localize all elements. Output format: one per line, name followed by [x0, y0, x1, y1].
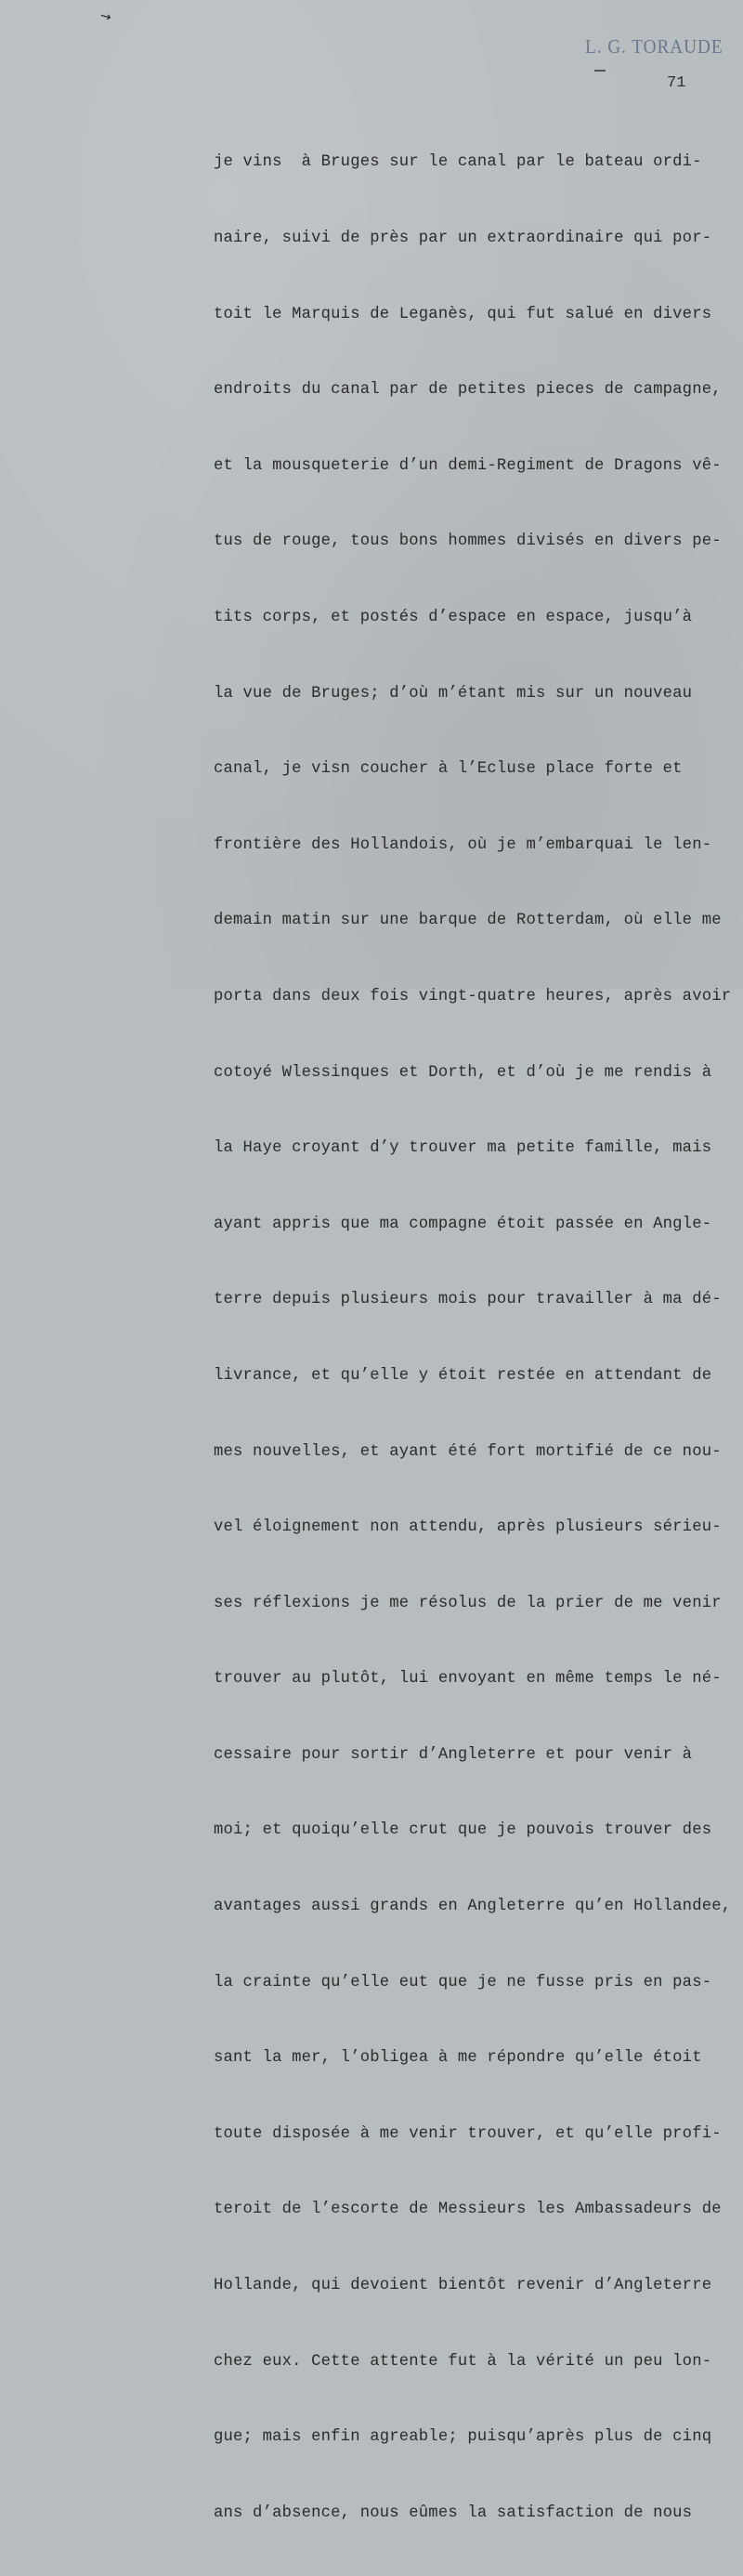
text-line: canal, je visn coucher à l’Ecluse place forte et [214, 760, 683, 779]
text-line: cotoyé Wlessinques et Dorth, et d’où je me rendis à [214, 1063, 712, 1082]
text-line: tus de rouge, tous bons hommes divisés en divers pe- [214, 532, 722, 551]
text-line: frontière des Hollandois, où je m’embarquai le len- [214, 835, 712, 854]
text-line: porta dans deux fois vingt-quatre heures, après avoir [214, 987, 732, 1005]
text-line: cessaire pour sortir d’Angleterre et pour venir à [214, 1745, 693, 1764]
text-line: la Haye croyant d’y trouver ma petite famille, mais [214, 1139, 712, 1158]
text-line: mes nouvelles, et ayant été fort mortifié de ce nou- [214, 1442, 722, 1461]
text-line: toit le Marquis de Leganès, qui fut salué en divers [214, 305, 712, 323]
text-line: naire, suivi de près par un extraordinaire qui por- [214, 230, 712, 247]
text-line: trouver au plutôt, lui envoyant en même temps le né- [214, 1670, 722, 1689]
text-line: demain matin sur une barque de Rotterdam, où elle me [214, 912, 722, 930]
text-line: tits corps, et postés d’espace en espace, jusqu’à [214, 608, 693, 626]
text-line: terre depuis plusieurs mois pour travailler à ma dé- [214, 1291, 722, 1309]
text-line: teroit de l’escorte de Messieurs les Ambassadeurs de [214, 2201, 722, 2219]
text-line: Hollande, qui devoient bientôt revenir d’Angleterre [214, 2277, 712, 2295]
dash-mark [594, 70, 606, 72]
text-line: moi; et quoiqu’elle crut que je pouvois trouver des [214, 1821, 712, 1840]
text-line: ans d’absence, nous eûmes la satisfaction de nous [214, 2504, 693, 2522]
text-line: la vue de Bruges; d’où m’étant mis sur un nouveau [214, 684, 693, 703]
text-line: et la mousqueterie d’un demi-Regiment de Dragons vê- [214, 456, 722, 475]
pen-mark: ↘ [97, 7, 114, 26]
text-line: ayant appris que ma compagne étoit passée en Angle- [214, 1215, 712, 1233]
text-line: vel éloignement non attendu, après plusieurs sérieu- [214, 1518, 722, 1537]
typed-text-block [214, 99, 731, 2576]
text-line: chez eux. Cette attente fut à la vérité un peu lon- [214, 2352, 712, 2371]
library-stamp: L. G. TORAUDE [585, 35, 723, 58]
text-line: je vins à Bruges sur le canal par le bateau ordi- [214, 153, 702, 172]
text-line: ses réflexions je me résolus de la prier de me venir [214, 1594, 722, 1612]
text-line: gue; mais enfin agreable; puisqu’après plus de cinq [214, 2428, 712, 2447]
text-line: toute disposée à me venir trouver, et qu’elle profi- [214, 2124, 722, 2143]
page-number: 71 [667, 74, 686, 92]
text-line: la crainte qu’elle eut que je ne fusse pris en pas- [214, 1973, 712, 1991]
text-line: avantages aussi grands en Angleterre qu’en Hollandee, [214, 1898, 732, 1916]
text-line: endroits du canal par de petites pieces de campagne, [214, 381, 722, 400]
text-line: livrance, et qu’elle y étoit restée en attendant de [214, 1366, 712, 1385]
text-line: sant la mer, l’obligea à me répondre qu’elle étoit [214, 2049, 702, 2068]
